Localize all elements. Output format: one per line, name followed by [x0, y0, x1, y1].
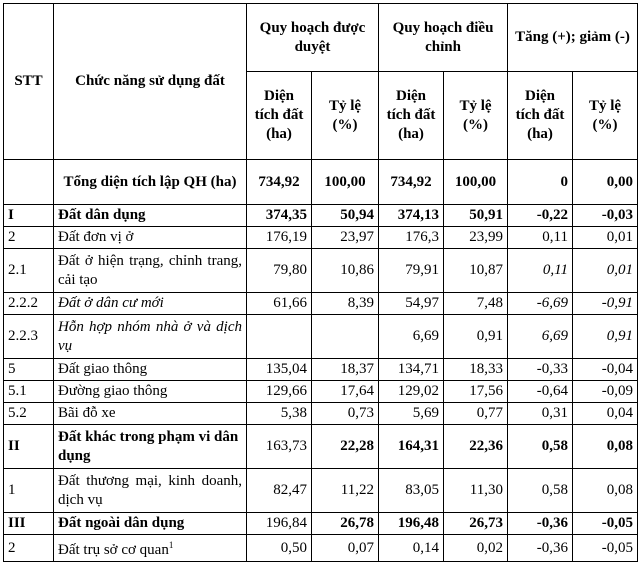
row-area-adjusted: 164,31: [379, 425, 444, 469]
header-approved: Quy hoạch được duyệt: [247, 4, 379, 72]
row-name: Đường giao thông: [54, 381, 247, 403]
header-change: Tăng (+); giảm (-): [508, 4, 638, 72]
row-name: Đất ở hiện trạng, chỉnh trang, cải tạo: [54, 249, 247, 293]
row-ratio-approved: 50,94: [312, 205, 379, 227]
row-stt: III: [4, 513, 54, 535]
row-ratio-adjusted: 17,56: [444, 381, 508, 403]
land-use-table: [3, 3, 638, 562]
row-stt: 1: [4, 469, 54, 513]
header-adjusted: Quy hoạch điều chỉnh: [379, 4, 508, 72]
row-ratio-adjusted: 22,36: [444, 425, 508, 469]
row-area-change: -6,69: [508, 293, 573, 315]
row-ratio-approved: 0,07: [312, 535, 379, 562]
row-name: Đất dân dụng: [54, 205, 247, 227]
row-ratio-change: -0,05: [573, 513, 638, 535]
row-ratio-adjusted: 7,48: [444, 293, 508, 315]
row-ratio-approved: [312, 315, 379, 359]
row-ratio-adjusted: 100,00: [444, 160, 508, 205]
footnote-marker: 1: [168, 540, 174, 550]
row-ratio-approved: 26,78: [312, 513, 379, 535]
row-name: Tổng diện tích lập QH (ha): [54, 160, 247, 205]
row-name: Hỗn hợp nhóm nhà ở và dịch vụ: [54, 315, 247, 359]
row-stt: 5.1: [4, 381, 54, 403]
row-area-adjusted: 6,69: [379, 315, 444, 359]
row-name: Đất thương mại, kinh doanh, dịch vụ: [54, 469, 247, 513]
row-area-change: 0,58: [508, 469, 573, 513]
row-name: Bãi đỗ xe: [54, 403, 247, 425]
header-area-approved: Diện tích đất (ha): [247, 72, 312, 160]
row-area-change: -0,36: [508, 513, 573, 535]
row-ratio-change: -0,91: [573, 293, 638, 315]
row-ratio-adjusted: 26,73: [444, 513, 508, 535]
row-area-approved: 79,80: [247, 249, 312, 293]
row-area-adjusted: 734,92: [379, 160, 444, 205]
row-stt: II: [4, 425, 54, 469]
row-ratio-approved: 22,28: [312, 425, 379, 469]
header-area-adjusted: Diện tích đất (ha): [379, 72, 444, 160]
row-area-adjusted: 0,14: [379, 535, 444, 562]
row-ratio-approved: 100,00: [312, 160, 379, 205]
table-row: [4, 513, 638, 535]
row-name: Đất đơn vị ở: [54, 227, 247, 249]
row-ratio-change: 0,08: [573, 469, 638, 513]
row-stt: [4, 160, 54, 205]
table-row: [4, 425, 638, 469]
row-stt: 2.2.3: [4, 315, 54, 359]
row-area-approved: 163,73: [247, 425, 312, 469]
table-row: [4, 293, 638, 315]
row-area-change: -0,36: [508, 535, 573, 562]
row-ratio-change: -0,03: [573, 205, 638, 227]
row-area-change: -0,64: [508, 381, 573, 403]
header-stt: STT: [4, 4, 54, 160]
row-ratio-adjusted: 0,77: [444, 403, 508, 425]
row-area-adjusted: 374,13: [379, 205, 444, 227]
row-area-approved: [247, 315, 312, 359]
table-row: [4, 205, 638, 227]
row-ratio-change: 0,04: [573, 403, 638, 425]
row-ratio-approved: 23,97: [312, 227, 379, 249]
header-ratio-adjusted: Tỷ lệ (%): [444, 72, 508, 160]
row-stt: 2: [4, 535, 54, 562]
row-ratio-approved: 10,86: [312, 249, 379, 293]
row-stt: 2.1: [4, 249, 54, 293]
row-area-adjusted: 54,97: [379, 293, 444, 315]
header-area-change: Diện tích đất (ha): [508, 72, 573, 160]
row-area-change: 6,69: [508, 315, 573, 359]
row-ratio-change: 0,01: [573, 227, 638, 249]
row-area-approved: 129,66: [247, 381, 312, 403]
row-area-change: 0: [508, 160, 573, 205]
header-ratio-change: Tỷ lệ (%): [573, 72, 638, 160]
row-area-approved: 5,38: [247, 403, 312, 425]
row-area-approved: 734,92: [247, 160, 312, 205]
row-ratio-change: 0,91: [573, 315, 638, 359]
table-row: [4, 403, 638, 425]
row-ratio-approved: 8,39: [312, 293, 379, 315]
row-ratio-change: -0,09: [573, 381, 638, 403]
row-ratio-change: 0,00: [573, 160, 638, 205]
row-ratio-change: 0,08: [573, 425, 638, 469]
row-stt: 2: [4, 227, 54, 249]
row-ratio-approved: 11,22: [312, 469, 379, 513]
row-area-change: -0,33: [508, 359, 573, 381]
row-area-adjusted: 129,02: [379, 381, 444, 403]
row-area-change: 0,11: [508, 249, 573, 293]
table-row: [4, 160, 638, 205]
table-row: [4, 315, 638, 359]
row-stt: 5: [4, 359, 54, 381]
row-name-text: Đất trụ sở cơ quan: [58, 542, 169, 558]
table-row: [4, 535, 638, 562]
table-row: [4, 227, 638, 249]
row-name: Đất khác trong phạm vi dân dụng: [54, 425, 247, 469]
row-stt: I: [4, 205, 54, 227]
row-area-change: 0,58: [508, 425, 573, 469]
row-stt: 5.2: [4, 403, 54, 425]
row-area-adjusted: 134,71: [379, 359, 444, 381]
row-area-adjusted: 176,3: [379, 227, 444, 249]
row-ratio-adjusted: 50,91: [444, 205, 508, 227]
row-area-change: 0,31: [508, 403, 573, 425]
row-area-approved: 82,47: [247, 469, 312, 513]
row-ratio-approved: 17,64: [312, 381, 379, 403]
table-row: [4, 249, 638, 293]
row-name: Đất ở dân cư mới: [54, 293, 247, 315]
row-ratio-adjusted: 0,91: [444, 315, 508, 359]
table-row: [4, 381, 638, 403]
row-name: Đất giao thông: [54, 359, 247, 381]
row-area-adjusted: 5,69: [379, 403, 444, 425]
row-ratio-change: 0,01: [573, 249, 638, 293]
row-name: [54, 535, 247, 562]
row-ratio-adjusted: 18,33: [444, 359, 508, 381]
table-row: [4, 469, 638, 513]
row-area-approved: 176,19: [247, 227, 312, 249]
row-ratio-change: -0,04: [573, 359, 638, 381]
row-area-adjusted: 83,05: [379, 469, 444, 513]
row-area-approved: 374,35: [247, 205, 312, 227]
row-ratio-approved: 18,37: [312, 359, 379, 381]
header-function: Chức năng sử dụng đất: [54, 4, 247, 160]
row-area-approved: 0,50: [247, 535, 312, 562]
row-area-adjusted: 79,91: [379, 249, 444, 293]
row-stt: 2.2.2: [4, 293, 54, 315]
row-ratio-adjusted: 0,02: [444, 535, 508, 562]
row-area-change: 0,11: [508, 227, 573, 249]
row-name: Đất ngoài dân dụng: [54, 513, 247, 535]
row-area-adjusted: 196,48: [379, 513, 444, 535]
row-area-approved: 135,04: [247, 359, 312, 381]
row-area-approved: 61,66: [247, 293, 312, 315]
header-ratio-approved: Tỷ lệ (%): [312, 72, 379, 160]
row-ratio-adjusted: 10,87: [444, 249, 508, 293]
table-row: [4, 359, 638, 381]
row-ratio-change: -0,05: [573, 535, 638, 562]
row-ratio-adjusted: 11,30: [444, 469, 508, 513]
row-area-change: -0,22: [508, 205, 573, 227]
row-ratio-adjusted: 23,99: [444, 227, 508, 249]
row-ratio-approved: 0,73: [312, 403, 379, 425]
row-area-approved: 196,84: [247, 513, 312, 535]
